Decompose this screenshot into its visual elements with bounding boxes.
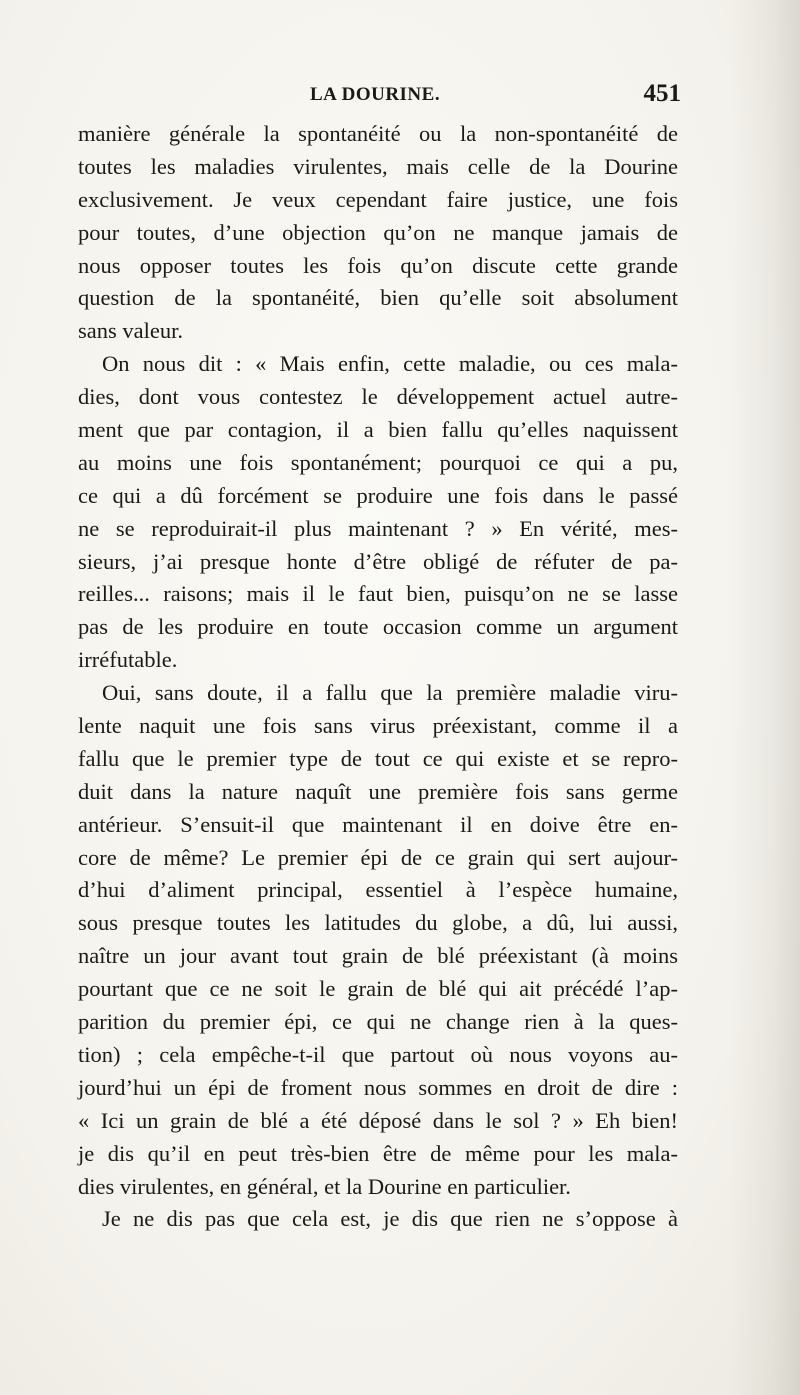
page-header: [78, 80, 681, 114]
text-line: manière générale la spontanéité ou la non-spontanéité de: [78, 121, 678, 146]
text-line: nous opposer toutes les fois qu’on discute cette grande: [78, 252, 678, 278]
text-line: exclusivement. Je veux cependant faire justice, une fois: [78, 186, 678, 212]
page-number: 451: [643, 80, 681, 107]
text-line: sans valeur.: [78, 318, 183, 344]
page-edge-shadow: [730, 0, 800, 1395]
text-line: « Ici un grain de blé a été déposé dans le sol ? » Eh bien!: [78, 1107, 678, 1133]
text-line: ne se reproduirait-il plus maintenant ? » En vérité, mes-: [78, 515, 678, 541]
text-line: question de la spontanéité, bien qu’elle soit absolument: [78, 285, 678, 311]
text-line: pourtant que ce ne soit le grain de blé qui ait précédé l’ap-: [78, 976, 678, 1002]
text-line: On nous dit : « Mais enfin, cette maladie, ou ces mala-: [102, 351, 678, 377]
text-line: d’hui d’aliment principal, essentiel à l’espèce humaine,: [78, 877, 678, 903]
text-line: parition du premier épi, ce qui ne change rien à la ques-: [78, 1009, 678, 1035]
text-line: au moins une fois spontanément; pourquoi ce qui a pu,: [78, 449, 678, 475]
text-line: lente naquit une fois sans virus préexistant, comme il a: [78, 713, 678, 739]
text-line: toutes les maladies virulentes, mais celle de la Dourine: [78, 153, 678, 179]
text-line: ment que par contagion, il a bien fallu qu’elles naquissent: [78, 417, 678, 443]
text-line: dies, dont vous contestez le développement actuel autre-: [78, 384, 678, 410]
text-line: je dis qu’il en peut très-bien être de même pour les mala-: [78, 1140, 678, 1166]
text-line: Oui, sans doute, il a fallu que la première maladie viru-: [102, 680, 678, 706]
text-line: irréfutable.: [78, 647, 178, 673]
text-line: duit dans la nature naquît une première fois sans germe: [78, 778, 678, 804]
text-line: core de même? Le premier épi de ce grain qui sert aujour-: [78, 844, 678, 870]
text-line: Je ne dis pas que cela est, je dis que rien ne s’oppose à: [102, 1206, 678, 1232]
text-line: sieurs, j’ai presque honte d’être obligé de réfuter de pa-: [78, 548, 678, 574]
text-line: fallu que le premier type de tout ce qui existe et se repro-: [78, 745, 678, 771]
running-head: LA DOURINE.: [310, 84, 441, 105]
text-line: pour toutes, d’une objection qu’on ne manque jamais de: [78, 219, 678, 245]
text-line: jourd’hui un épi de froment nous sommes en droit de dire :: [78, 1074, 678, 1100]
text-line: tion) ; cela empêche-t-il que partout où nous voyons au-: [78, 1041, 678, 1067]
text-line: dies virulentes, en général, et la Dourine en particulier.: [78, 1173, 571, 1199]
text-line: pas de les produire en toute occasion comme un argument: [78, 614, 678, 640]
text-line: sous presque toutes les latitudes du globe, a dû, lui aussi,: [78, 910, 678, 936]
text-line: naître un jour avant tout grain de blé préexistant (à moins: [78, 943, 678, 969]
body-text: [78, 118, 678, 1236]
text-line: ce qui a dû forcément se produire une fois dans le passé: [78, 482, 678, 508]
text-line: reilles... raisons; mais il le faut bien, puisqu’on ne se lasse: [78, 581, 678, 607]
text-line: antérieur. S’ensuit-il que maintenant il en doive être en-: [78, 811, 678, 837]
